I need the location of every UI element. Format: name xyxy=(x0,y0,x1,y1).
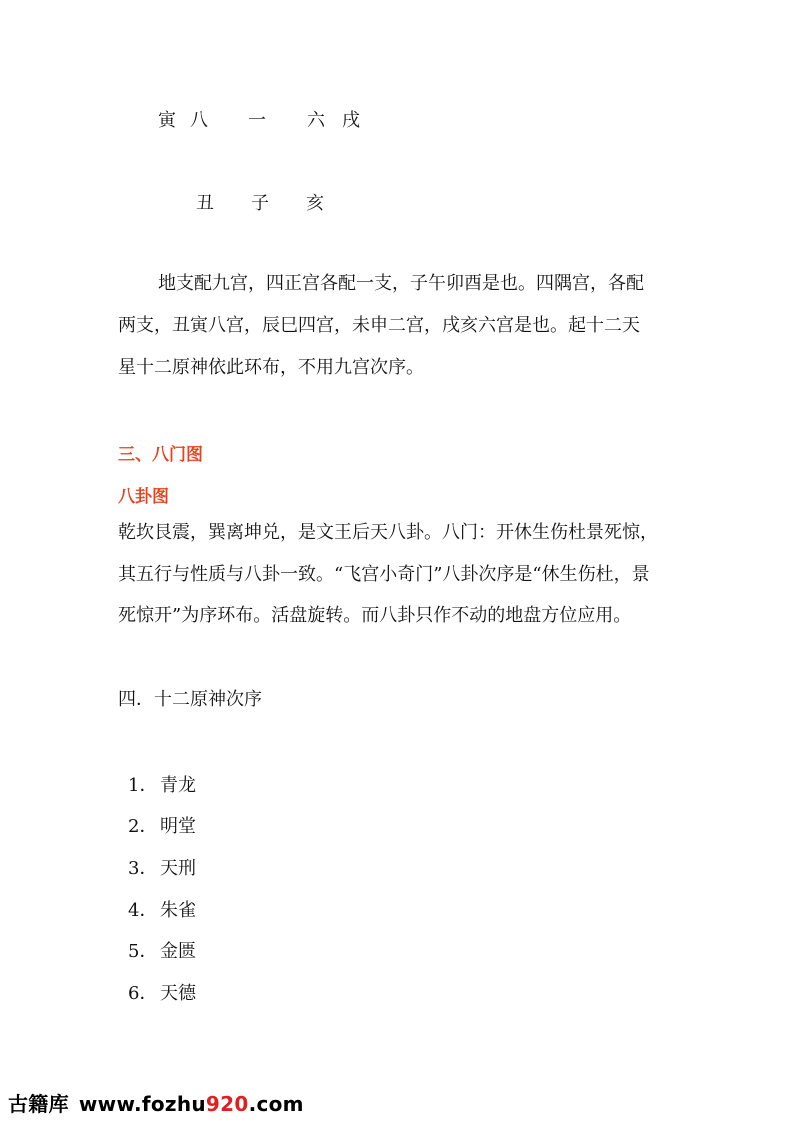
list-label: 明堂 xyxy=(160,816,196,837)
grid-cell: 亥 xyxy=(306,193,324,214)
list-number: 6． xyxy=(128,983,158,1004)
grid-cell: 一 xyxy=(248,110,266,131)
paragraph-line: 星十二原神依此环布，不用九宫次序。 xyxy=(118,357,424,378)
section-subheading: 八卦图 xyxy=(118,487,169,507)
footer-url-digits: 920 xyxy=(205,1092,249,1116)
list-label: 金匮 xyxy=(160,941,196,962)
footer-watermark xyxy=(8,1088,304,1117)
footer-brand: 古籍库 xyxy=(8,1092,69,1116)
list-number: 5． xyxy=(128,941,158,962)
footer-url[interactable] xyxy=(79,1092,304,1116)
grid-cell: 寅 xyxy=(158,110,176,131)
list-item xyxy=(128,854,196,880)
footer-url-prefix: www.fozhu xyxy=(78,1092,206,1116)
list-label: 朱雀 xyxy=(160,900,196,921)
list-item xyxy=(128,812,196,838)
grid-cell: 子 xyxy=(251,193,269,214)
list-label: 天德 xyxy=(160,983,196,1004)
grid-cell: 戌 xyxy=(342,110,360,131)
list-number: 2． xyxy=(128,816,158,837)
footer-url-suffix: .com xyxy=(248,1092,304,1116)
grid-cell: 丑 xyxy=(196,193,214,214)
paragraph-line: 乾坎艮震，巽离坤兑，是文王后天八卦。八门：开休生伤杜景死惊， xyxy=(118,522,658,543)
list-item xyxy=(128,771,196,797)
paragraph-line: 地支配九宫，四正宫各配一支，子午卯酉是也。四隅宫，各配 xyxy=(158,273,644,294)
list-number: 4． xyxy=(128,900,158,921)
paragraph-line: 两支，丑寅八宫，辰巳四宫，未申二宫，戌亥六宫是也。起十二天 xyxy=(118,315,640,336)
list-label: 天刑 xyxy=(160,858,196,879)
list-number: 3． xyxy=(128,858,158,879)
paragraph-line: 死惊开”为序环布。活盘旋转。而八卦只作不动的地盘方位应用。 xyxy=(118,605,632,626)
grid-cell: 六 xyxy=(307,110,325,131)
list-label: 青龙 xyxy=(160,775,196,796)
section-heading: 四．十二原神次序 xyxy=(118,689,262,710)
list-item xyxy=(128,896,196,922)
list-number: 1． xyxy=(128,775,158,796)
grid-cell: 八 xyxy=(190,110,208,131)
paragraph-line: 其五行与性质与八卦一致。“飞宫小奇门”八卦次序是“休生伤杜，景 xyxy=(118,564,650,585)
list-item xyxy=(128,937,196,963)
list-item xyxy=(128,979,196,1005)
section-heading: 三、八门图 xyxy=(118,445,203,465)
